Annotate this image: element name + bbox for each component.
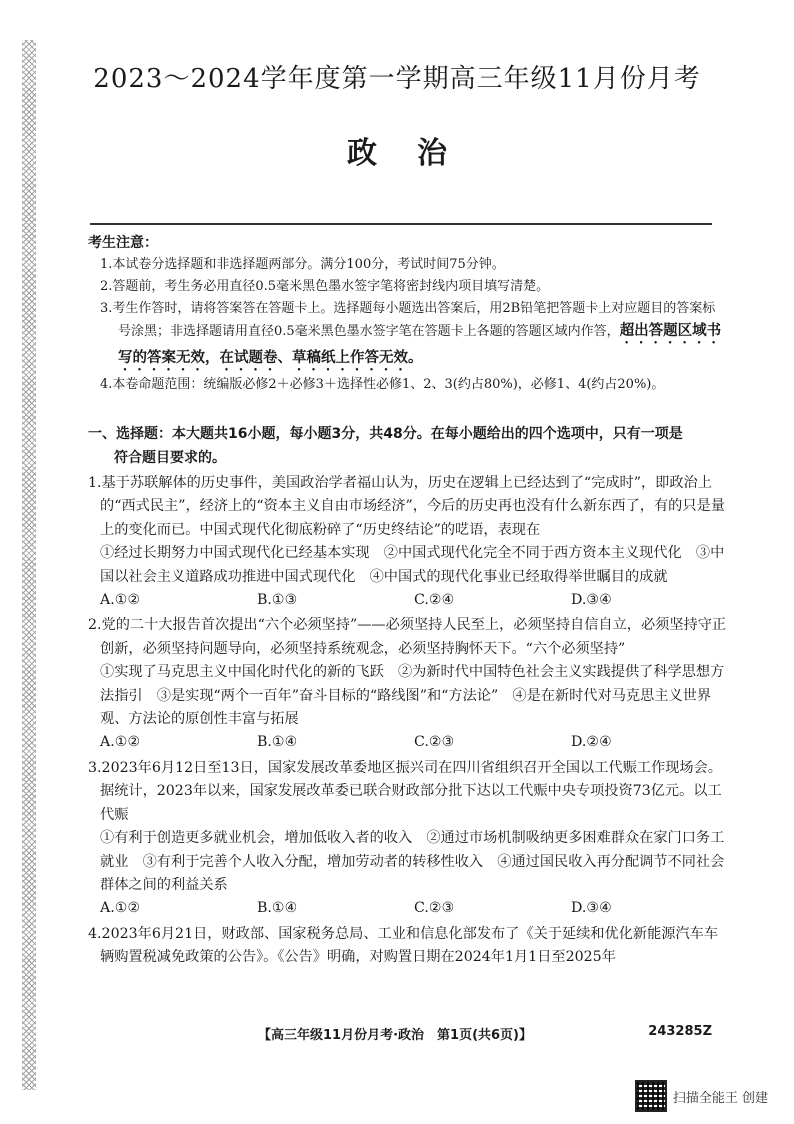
question-stem: 2.党的二十大报告首次提出“六个必须坚持”——必须坚持人民至上，必须坚持自信自立，必须坚持守正创新，必须坚持问题导向，必须坚持系统观念，必须坚持胸怀天下。“六个必须坚持” [88, 617, 727, 657]
question-2 [88, 614, 728, 754]
questions-area [88, 422, 728, 970]
scanner-watermark [635, 1080, 768, 1112]
question-options: ①经过长期努力中国式现代化已经基本实现 ②中国式现代化完全不同于西方资本主义现代化 ③中国以社会主义道路成功推进中国式现代化 ④中国式的现代化事业已经取得举世瞩目的成就 [100, 545, 725, 585]
question-options: ①实现了马克思主义中国化时代化的新的飞跃 ②为新时代中国特色社会主义实践提供了科学思想方法指引 ③是实现“两个一百年”奋斗目标的“路线图”和“方法论” ④是在新时代对马克思主义世界观、方法论的原创性丰富与拓展 [100, 664, 725, 728]
section-heading-cont: 符合题目要求的。 [114, 450, 226, 466]
subject-title: 政治 [347, 136, 487, 171]
choice-c[interactable]: C.②③ [414, 734, 455, 751]
notice-block [88, 232, 728, 396]
footer-code: 243285Z [648, 1024, 712, 1039]
question-options: ①有利于创造更多就业机会，增加低收入者的收入 ②通过市场机制吸纳更多困难群众在家门口务工就业 ③有利于完善个人收入分配，增加劳动者的转移性收入 ④通过国民收入再分配调节不同社会群体之间的利益关系 [100, 830, 725, 893]
choice-d[interactable]: D.③④ [571, 900, 612, 917]
question-stem: 4.2023年6月21日，财政部、国家税务总局、工业和信息化部发布了《关于延续和优化新能源汽车车辆购置税减免政策的公告》。《公告》明确，对购置日期在2024年1月1日至2025年 [88, 925, 719, 966]
notice-item-4: 4.本卷命题范围：统编版必修2＋必修3＋选择性必修1、2、3(约占80%)，必修1、4(约占20%)。 [100, 377, 665, 392]
choice-b[interactable]: B.①③ [257, 592, 298, 609]
exam-title: 2023～2024学年度第一学期高三年级11月份月考 [93, 64, 701, 94]
answer-choices [88, 897, 728, 920]
qr-code-icon [635, 1080, 667, 1112]
question-1 [88, 472, 728, 612]
choice-b[interactable]: B.①④ [257, 734, 298, 751]
question-3 [88, 757, 728, 921]
question-stem: 1.基于苏联解体的历史事件，美国政治学者福山认为，历史在逻辑上已经达到了“完成时”，即政治上的“西式民主”，经济上的“资本主义自由市场经济”，今后的历史再也没有什么新东西了，有的只是量上的变化而已。中国式现代化彻底粉碎了“历史终结论”的呓语，表现在 [88, 475, 725, 538]
choice-c[interactable]: C.②③ [414, 900, 455, 917]
notice-item-3-text: 3.考生作答时，请将答案答在答题卡上。选择题每小题选出答案后，用2B铅笔把答题卡上对应题目的答案标号涂黑；非选择题请用直径0.5毫米黑色墨水签字笔在答题卡上各题的答题区域内作答， [100, 301, 716, 339]
answer-choices [88, 731, 728, 754]
binding-margin [22, 40, 36, 1090]
choice-c[interactable]: C.②④ [414, 592, 455, 609]
section-heading [88, 422, 728, 470]
notice-item-3 [88, 298, 728, 374]
scanner-label: 扫描全能王 创建 [672, 1090, 768, 1106]
choice-a[interactable]: A.①② [100, 592, 141, 609]
footer-page-info: 【高三年级11月份月考·政治 第1页(共6页)】 [258, 1028, 533, 1043]
choice-a[interactable]: A.①② [100, 900, 141, 917]
choice-b[interactable]: B.①④ [257, 900, 298, 917]
choice-d[interactable]: D.③④ [571, 592, 612, 609]
notice-item-1: 1.本试卷分选择题和非选择题两部分。满分100分，考试时间75分钟。 [100, 257, 505, 272]
notice-emphasis: 超出答题区域书写的答案无效，在试题卷、草稿纸上作答无效。 [118, 323, 722, 366]
section-heading-text: 一、选择题：本大题共16小题，每小题3分，共48分。在每小题给出的四个选项中，只有一项是 [88, 426, 683, 442]
header-divider [90, 223, 712, 225]
notice-item-2: 2.答题前，考生务必用直径0.5毫米黑色墨水签字笔将密封线内项目填写清楚。 [100, 279, 550, 294]
question-4 [88, 923, 728, 970]
answer-choices [88, 589, 728, 612]
choice-d[interactable]: D.②④ [571, 734, 612, 751]
choice-a[interactable]: A.①② [100, 734, 141, 751]
question-stem: 3.2023年6月12日至13日，国家发展改革委地区振兴司在四川省组织召开全国以工代赈工作现场会。据统计，2023年以来，国家发展改革委已联合财政部分批下达以工代赈中央专项投资73亿元。以工代赈 [88, 759, 722, 823]
notice-heading: 考生注意： [88, 235, 158, 251]
